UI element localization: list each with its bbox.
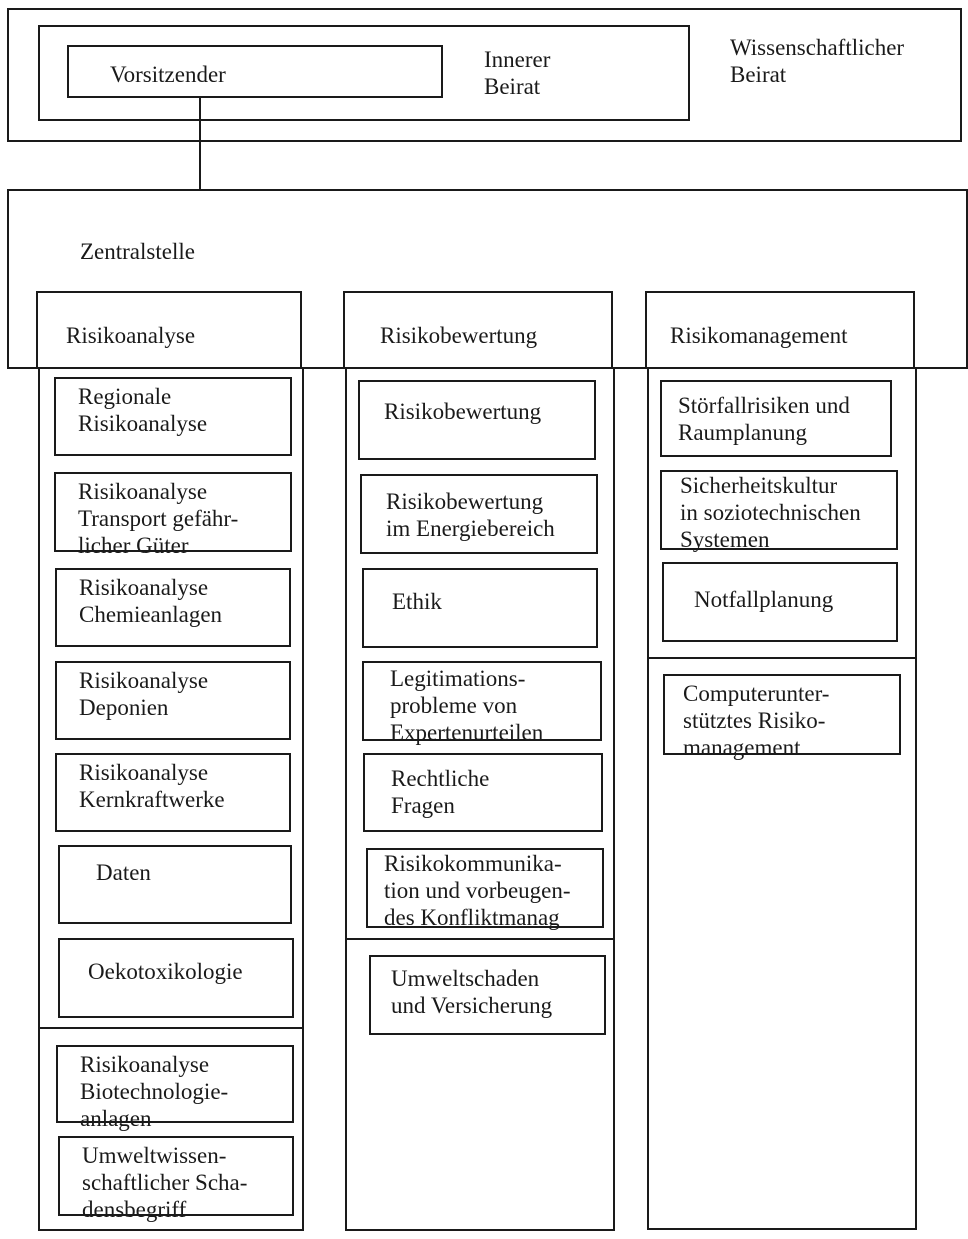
- column-heading: Risikobewertung: [380, 323, 538, 348]
- column-risk-management-divider: [647, 657, 917, 659]
- unit-box: Ethik: [362, 568, 598, 648]
- unit-box: Regionale Risikoanalyse: [54, 377, 292, 456]
- unit-box: Daten: [58, 845, 292, 924]
- unit-box: Risikokommunika- tion und vorbeugen- des Konfliktmanag: [366, 848, 604, 928]
- unit-box: Rechtliche Fragen: [363, 753, 603, 832]
- external-unit-box: Umweltwissen- schaftlicher Scha- densbegriff: [58, 1136, 294, 1216]
- chair-label: Vorsitzender: [110, 62, 226, 87]
- unit-box: Risikoanalyse Transport gefähr- licher Güter: [54, 472, 292, 552]
- unit-box: Notfallplanung: [662, 562, 898, 642]
- chair-to-central-connector: [199, 97, 201, 190]
- unit-box: Legitimations- probleme von Expertenurteilen: [362, 661, 602, 741]
- scientific-board-label: Wissenschaftlicher Beirat: [730, 35, 905, 87]
- unit-box: Störfallrisiken und Raumplanung: [660, 380, 892, 457]
- unit-box: Risikoanalyse Kernkraftwerke: [55, 753, 291, 832]
- unit-box: Risikoanalyse Chemieanlagen: [55, 568, 291, 647]
- unit-box: Risikobewertung: [358, 380, 596, 460]
- column-heading: Risikoanalyse: [66, 323, 196, 348]
- inner-board-label: Innerer Beirat: [484, 47, 551, 99]
- column-risk-assessment-divider: [345, 938, 615, 940]
- external-unit-box: Risikoanalyse Biotechnologie- anlagen: [56, 1045, 294, 1123]
- central-office-label: Zentralstelle: [80, 239, 195, 264]
- unit-box: Sicherheitskultur in soziotechnischen Systemen: [660, 470, 898, 550]
- unit-box: Risikobewertung im Energiebereich: [360, 474, 598, 554]
- unit-box: Oekotoxikologie: [58, 938, 294, 1018]
- unit-box: Risikoanalyse Deponien: [55, 661, 291, 740]
- column-heading: Risikomanagement: [670, 323, 848, 348]
- column-risk-analysis-divider: [38, 1027, 304, 1029]
- external-unit-box: Computerunter- stütztes Risiko- management: [663, 674, 901, 755]
- external-unit-box: Umweltschaden und Versicherung: [369, 955, 606, 1035]
